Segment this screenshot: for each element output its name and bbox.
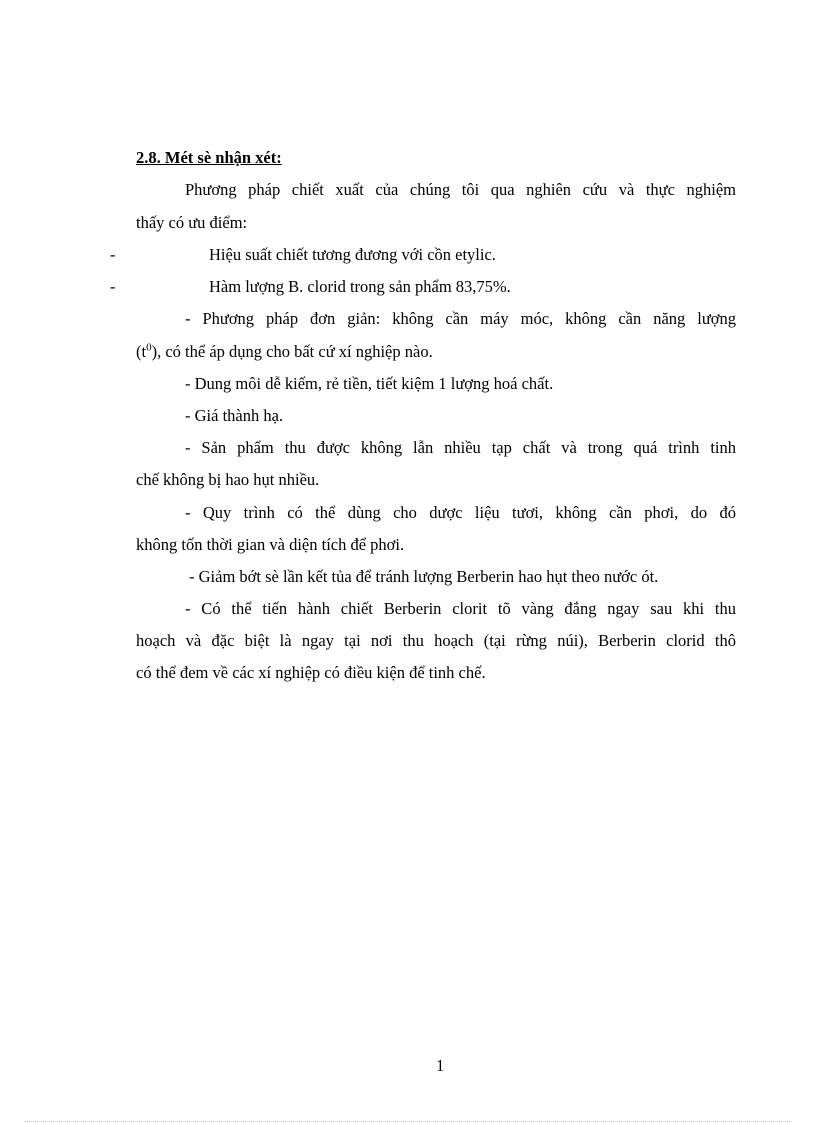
paragraph-4-line-2: chế không bị hao hụt nhiều. xyxy=(136,470,320,489)
paragraph-1-sup: 0 xyxy=(146,341,152,354)
paragraph-1-pre: (t xyxy=(136,342,147,361)
paragraph-7-line-1 xyxy=(185,599,736,619)
intro-text-1: Phương pháp chiết xuất của chúng tôi qua nghiên cứu và thực nghiệm xyxy=(185,180,736,199)
intro-line-2: thấy có ưu điểm: xyxy=(136,213,248,232)
paragraph-1-line-1 xyxy=(185,309,736,329)
bullet-text-1: Hiệu suất chiết tương đương với cồn etylic. xyxy=(209,245,496,264)
page-bottom-border xyxy=(24,1121,792,1122)
paragraph-1-post: ), có thể áp dụng cho bất cứ xí nghiệp nào. xyxy=(151,342,433,361)
paragraph-7-text-1: - Có thể tiến hành chiết Berberin clorit tõ vàng đắng ngay sau khi thu xyxy=(185,599,736,618)
paragraph-2: - Dung môi dễ kiếm, rẻ tiền, tiết kiệm 1 lượng hoá chất. xyxy=(185,374,554,393)
paragraph-1-line-2 xyxy=(136,342,433,362)
paragraph-7-text-2: hoạch và đặc biệt là ngay tại nơi thu hoạch (tại rừng núi), Berberin clorid thô xyxy=(136,631,736,650)
bullet-marker-2: - xyxy=(110,277,116,296)
paragraph-6: - Giảm bớt sè lần kết tủa để tránh lượng Berberin hao hụt theo nước ót. xyxy=(189,567,659,586)
paragraph-3: - Giá thành hạ. xyxy=(185,406,284,425)
paragraph-5-line-2: không tốn thời gian và diện tích để phơi. xyxy=(136,535,405,554)
bullet-text-2: Hàm lượng B. clorid trong sản phẩm 83,75%. xyxy=(209,277,511,296)
bullet-marker-1: - xyxy=(110,245,116,264)
paragraph-1-text-1: - Phương pháp đơn giản: không cần máy móc, không cần năng lượng xyxy=(185,309,736,328)
intro-line-1 xyxy=(185,180,736,200)
paragraph-4-line-1 xyxy=(185,438,736,458)
paragraph-4-text-1: - Sản phẩm thu được không lẫn nhiều tạp chất và trong quá trình tinh xyxy=(185,438,736,457)
section-heading: 2.8. Mét sè nhận xét: xyxy=(136,148,282,167)
page-number: 1 xyxy=(436,1056,445,1075)
paragraph-5-line-1 xyxy=(185,503,736,523)
paragraph-7-line-2 xyxy=(136,631,736,651)
paragraph-7-line-3: có thể đem về các xí nghiệp có điều kiện để tinh chế. xyxy=(136,663,486,682)
paragraph-5-text-1: - Quy trình có thể dùng cho dược liệu tươi, không cần phơi, do đó xyxy=(185,503,736,522)
